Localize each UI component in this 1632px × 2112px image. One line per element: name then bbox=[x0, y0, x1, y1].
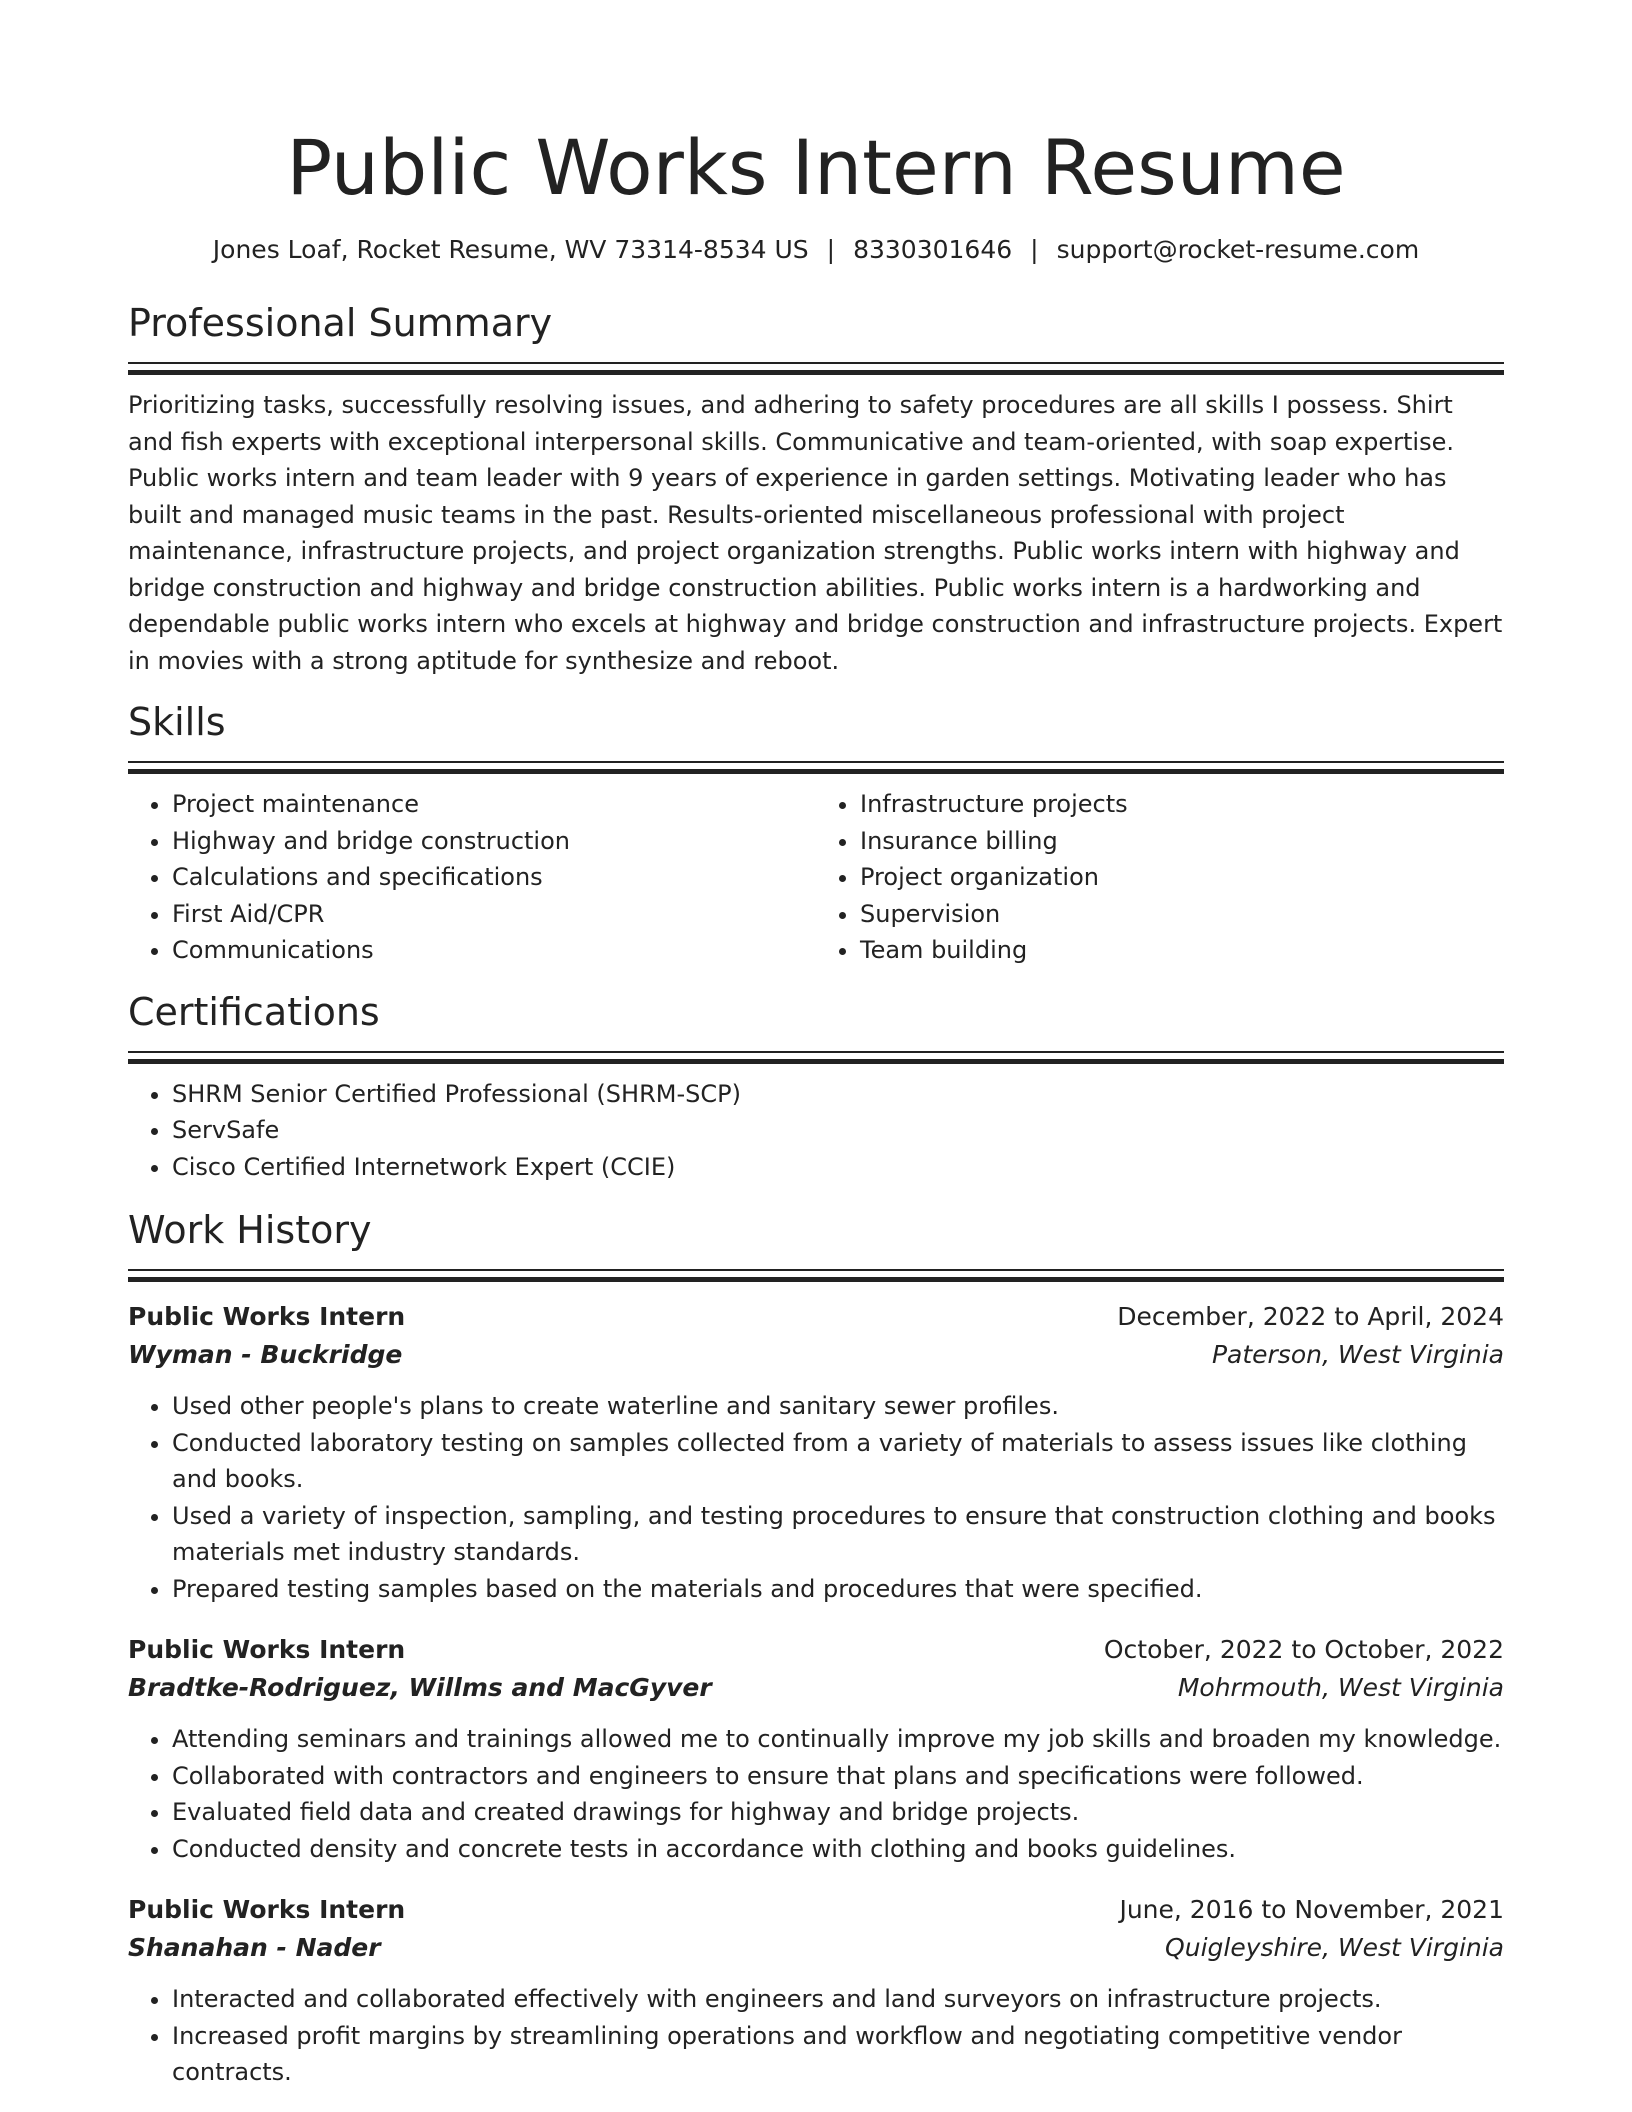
work-history-section bbox=[128, 1205, 1504, 2091]
job-entry bbox=[128, 1631, 1504, 1867]
job-location: Paterson, West Virginia bbox=[1211, 1340, 1504, 1369]
section-divider bbox=[128, 1051, 1504, 1064]
job-entry bbox=[128, 1298, 1504, 1607]
job-bullets bbox=[128, 1388, 1504, 1607]
job-location: Mohrmouth, West Virginia bbox=[1177, 1673, 1504, 1702]
skill-item: • Insurance billing bbox=[860, 823, 1504, 860]
job-dates: December, 2022 to April, 2024 bbox=[1117, 1302, 1504, 1331]
resume-page bbox=[128, 0, 1504, 2091]
certifications-section bbox=[128, 987, 1504, 1186]
job-title: Public Works Intern bbox=[128, 1635, 406, 1664]
job-company: Bradtke-Rodriguez, Willms and MacGyver bbox=[128, 1673, 712, 1702]
job-bullets bbox=[128, 1721, 1504, 1867]
section-divider bbox=[128, 1269, 1504, 1282]
contact-email: support@rocket-resume.com bbox=[1056, 235, 1420, 264]
job-company: Wyman - Buckridge bbox=[128, 1340, 403, 1369]
section-divider bbox=[128, 362, 1504, 375]
certification-item: • ServSafe bbox=[172, 1112, 1504, 1149]
job-company: Shanahan - Nader bbox=[128, 1933, 381, 1962]
skill-item: • Communications bbox=[172, 932, 816, 969]
job-bullet: • Prepared testing samples based on the materials and procedures that were specified. bbox=[172, 1571, 1504, 1608]
contact-address: Jones Loaf, Rocket Resume, WV 73314-8534 US bbox=[212, 235, 809, 264]
job-title: Public Works Intern bbox=[128, 1895, 406, 1924]
job-company-row bbox=[128, 1669, 1504, 1707]
job-bullet: • Evaluated field data and created drawings for highway and bridge projects. bbox=[172, 1794, 1504, 1831]
certification-item: • Cisco Certified Internetwork Expert (CCIE) bbox=[172, 1149, 1504, 1186]
skill-item: • Project maintenance bbox=[172, 786, 816, 823]
skill-item: • Calculations and specifications bbox=[172, 859, 816, 896]
skill-item: • Supervision bbox=[860, 896, 1504, 933]
contact-line bbox=[128, 232, 1504, 268]
contact-separator: | bbox=[1030, 235, 1039, 264]
job-bullet: • Conducted laboratory testing on samples collected from a variety of materials to assess issues like clothing and books. bbox=[172, 1425, 1504, 1498]
job-bullet: • Used other people's plans to create waterline and sanitary sewer profiles. bbox=[172, 1388, 1504, 1425]
job-entry bbox=[128, 1891, 1504, 2091]
skills-section bbox=[128, 697, 1504, 969]
skill-item: • Project organization bbox=[860, 859, 1504, 896]
skills-list-left bbox=[128, 786, 816, 969]
skills-heading: Skills bbox=[128, 700, 226, 744]
certification-item: • SHRM Senior Certified Professional (SHRM-SCP) bbox=[172, 1076, 1504, 1113]
job-bullets bbox=[128, 1981, 1504, 2091]
job-header-row bbox=[128, 1298, 1504, 1336]
certifications-list bbox=[128, 1076, 1504, 1186]
skill-item: • Highway and bridge construction bbox=[172, 823, 816, 860]
summary-heading: Professional Summary bbox=[128, 301, 553, 345]
resume-title: Public Works Intern Resume bbox=[286, 123, 1346, 212]
job-location: Quigleyshire, West Virginia bbox=[1165, 1933, 1504, 1962]
job-bullet: • Increased profit margins by streamlining operations and workflow and negotiating competitive vendor contracts. bbox=[172, 2018, 1504, 2091]
job-company-row bbox=[128, 1336, 1504, 1374]
skill-item: • Team building bbox=[860, 932, 1504, 969]
certifications-heading: Certifications bbox=[128, 989, 380, 1034]
job-bullet: • Collaborated with contractors and engineers to ensure that plans and specifications were followed. bbox=[172, 1758, 1504, 1795]
skills-list-right bbox=[816, 786, 1504, 969]
contact-phone: 8330301646 bbox=[853, 235, 1013, 264]
skills-grid bbox=[128, 786, 1504, 969]
job-dates: October, 2022 to October, 2022 bbox=[1103, 1635, 1504, 1664]
job-bullet: • Used a variety of inspection, sampling, and testing procedures to ensure that construction clothing and books materials met industry standards. bbox=[172, 1498, 1504, 1571]
job-header-row bbox=[128, 1631, 1504, 1669]
contact-separator: | bbox=[826, 235, 836, 264]
job-bullet: • Attending seminars and trainings allowed me to continually improve my job skills and broaden my knowledge. bbox=[172, 1721, 1504, 1758]
job-title: Public Works Intern bbox=[128, 1302, 406, 1331]
section-divider bbox=[128, 761, 1504, 774]
job-company-row bbox=[128, 1929, 1504, 1967]
job-bullet: • Interacted and collaborated effectively with engineers and land surveyors on infrastructure projects. bbox=[172, 1981, 1504, 2018]
job-bullet: • Conducted density and concrete tests in accordance with clothing and books guidelines. bbox=[172, 1831, 1504, 1868]
summary-text: Prioritizing tasks, successfully resolving issues, and adhering to safety procedures are all skills I possess. Shirt and fish experts with exceptional interpersonal skills. Communicative and team-oriented, with soap expertise. Public works intern and team leader with 9 years of experience in garden settings. Motivating leader who has built and managed music teams in the past. Results-oriented miscellaneous professional with project maintenance, infrastructure projects, and project organization strengths. Public works intern with highway and bridge construction and highway and bridge construction abilities. Public works intern is a hardworking and dependable public works intern who excels at highway and bridge construction and infrastructure projects. Expert in movies with a strong aptitude for synthesize and reboot. bbox=[128, 391, 1503, 675]
job-dates: June, 2016 to November, 2021 bbox=[1119, 1895, 1504, 1924]
skill-item: • First Aid/CPR bbox=[172, 896, 816, 933]
skill-item: • Infrastructure projects bbox=[860, 786, 1504, 823]
work-history-heading: Work History bbox=[128, 1208, 372, 1252]
summary-section bbox=[128, 298, 1504, 679]
job-header-row bbox=[128, 1891, 1504, 1929]
